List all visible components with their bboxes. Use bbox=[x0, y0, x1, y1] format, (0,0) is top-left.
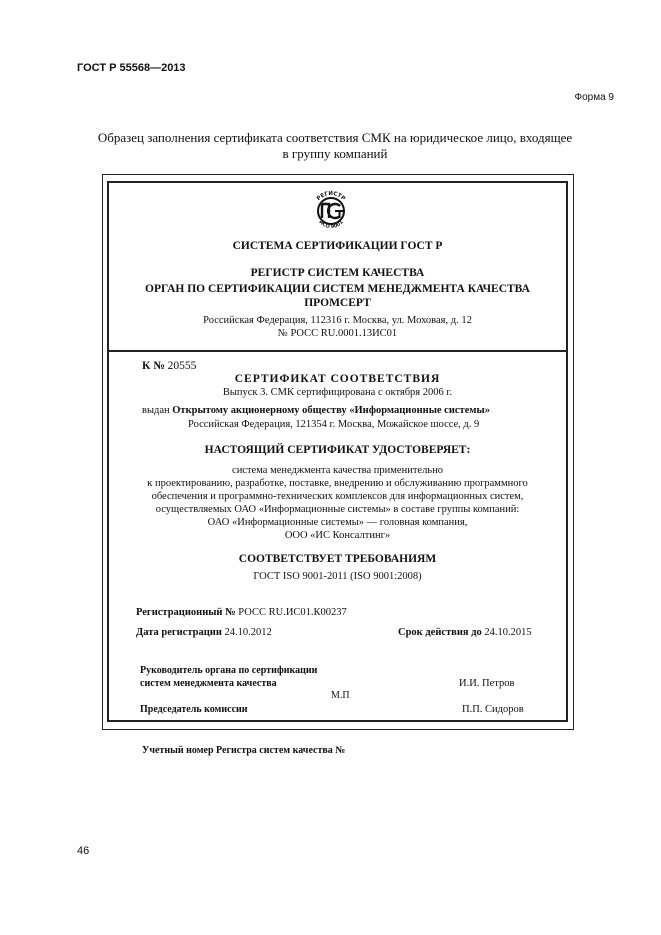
head-label-line-2: систем менеджмента качества bbox=[140, 678, 277, 689]
emblem-top-text: РЕГИСТР bbox=[315, 190, 347, 203]
sample-title-line-2: в группу компаний bbox=[282, 146, 388, 161]
form-label: Форма 9 bbox=[574, 92, 614, 103]
organ-name-line-2: ПРОМСЕРТ bbox=[304, 297, 371, 309]
scope-line: ООО «ИС Консалтинг» bbox=[284, 530, 391, 541]
issued-to bbox=[142, 405, 490, 416]
certificate-divider bbox=[109, 350, 566, 352]
issued-to-prefix: выдан bbox=[142, 405, 170, 416]
complies-heading: СООТВЕТСТВУЕТ ТРЕБОВАНИЯМ bbox=[238, 553, 437, 565]
page-number: 46 bbox=[77, 845, 90, 857]
certificate-number bbox=[142, 360, 196, 372]
registration-date-label: Дата регистрации bbox=[136, 627, 222, 638]
sample-title bbox=[80, 130, 590, 162]
document-code: ГОСТ Р 55568—2013 bbox=[77, 62, 186, 74]
emblem-bottom-text: ИСО 9001 bbox=[317, 219, 345, 231]
registration-date bbox=[136, 627, 272, 638]
organ-address: Российская Федерация, 112316 г. Москва, ул. Моховая, д. 12 bbox=[203, 315, 472, 326]
certificate-issue: Выпуск 3. СМК сертифицирована с октября 2006 г. bbox=[222, 387, 453, 398]
scope-line: обеспечения и программно-технических комплексов для информационных систем, bbox=[151, 491, 524, 502]
validity bbox=[398, 627, 532, 638]
sample-title-line-1: Образец заполнения сертификата соответствия СМК на юридическое лицо, входящее bbox=[97, 130, 573, 145]
chair-name: П.П. Сидоров bbox=[462, 704, 524, 715]
certificate-title: СЕРТИФИКАТ СООТВЕТСТВИЯ bbox=[234, 373, 441, 385]
head-label-line-1: Руководитель органа по сертификации bbox=[140, 665, 318, 676]
registry-note: Учетный номер Регистра систем качества № bbox=[142, 745, 346, 756]
certification-system: СИСТЕМА СЕРТИФИКАЦИИ ГОСТ Р bbox=[232, 240, 443, 252]
organ-name-line-1: ОРГАН ПО СЕРТИФИКАЦИИ СИСТЕМ МЕНЕДЖМЕНТА КАЧЕСТВА bbox=[145, 283, 530, 295]
registry-name: РЕГИСТР СИСТЕМ КАЧЕСТВА bbox=[250, 267, 425, 279]
scope-line: ОАО «Информационные системы» — головная компания, bbox=[207, 517, 468, 528]
registration-date-value: 24.10.2012 bbox=[224, 627, 272, 638]
validity-label: Срок действия до bbox=[398, 627, 482, 638]
chair-label: Председатель комиссии bbox=[140, 704, 248, 715]
registration-number bbox=[136, 607, 347, 618]
registration-number-value: РОСС RU.ИС01.К00237 bbox=[238, 607, 347, 618]
issued-to-address: Российская Федерация, 121354 г. Москва, Можайское шоссе, д. 9 bbox=[188, 419, 480, 430]
certificate-number-value: 20555 bbox=[167, 360, 197, 372]
scope-line: осуществляемых ОАО «Информационные системы» в составе группы компаний: bbox=[155, 504, 520, 515]
registration-number-label: Регистрационный № bbox=[136, 607, 236, 618]
validity-value: 24.10.2015 bbox=[484, 627, 532, 638]
scope-line: система менеджмента качества применительно bbox=[232, 465, 443, 476]
certificate-number-prefix: К № bbox=[142, 360, 165, 372]
standard: ГОСТ ISO 9001-2011 (ISO 9001:2008) bbox=[253, 571, 422, 582]
organ-number: № РОСС RU.0001.13ИС01 bbox=[277, 328, 398, 339]
head-name: И.И. Петров bbox=[459, 678, 515, 689]
pct-certification-mark-icon bbox=[309, 189, 353, 233]
scope-line: к проектированию, разработке, поставке, внедрению и обслуживанию программного bbox=[147, 478, 528, 489]
certifies-heading: НАСТОЯЩИЙ СЕРТИФИКАТ УДОСТОВЕРЯЕТ: bbox=[204, 444, 471, 456]
stamp-place: М.П bbox=[331, 690, 350, 701]
issued-to-company: Открытому акционерному обществу «Информационные системы» bbox=[172, 405, 490, 416]
